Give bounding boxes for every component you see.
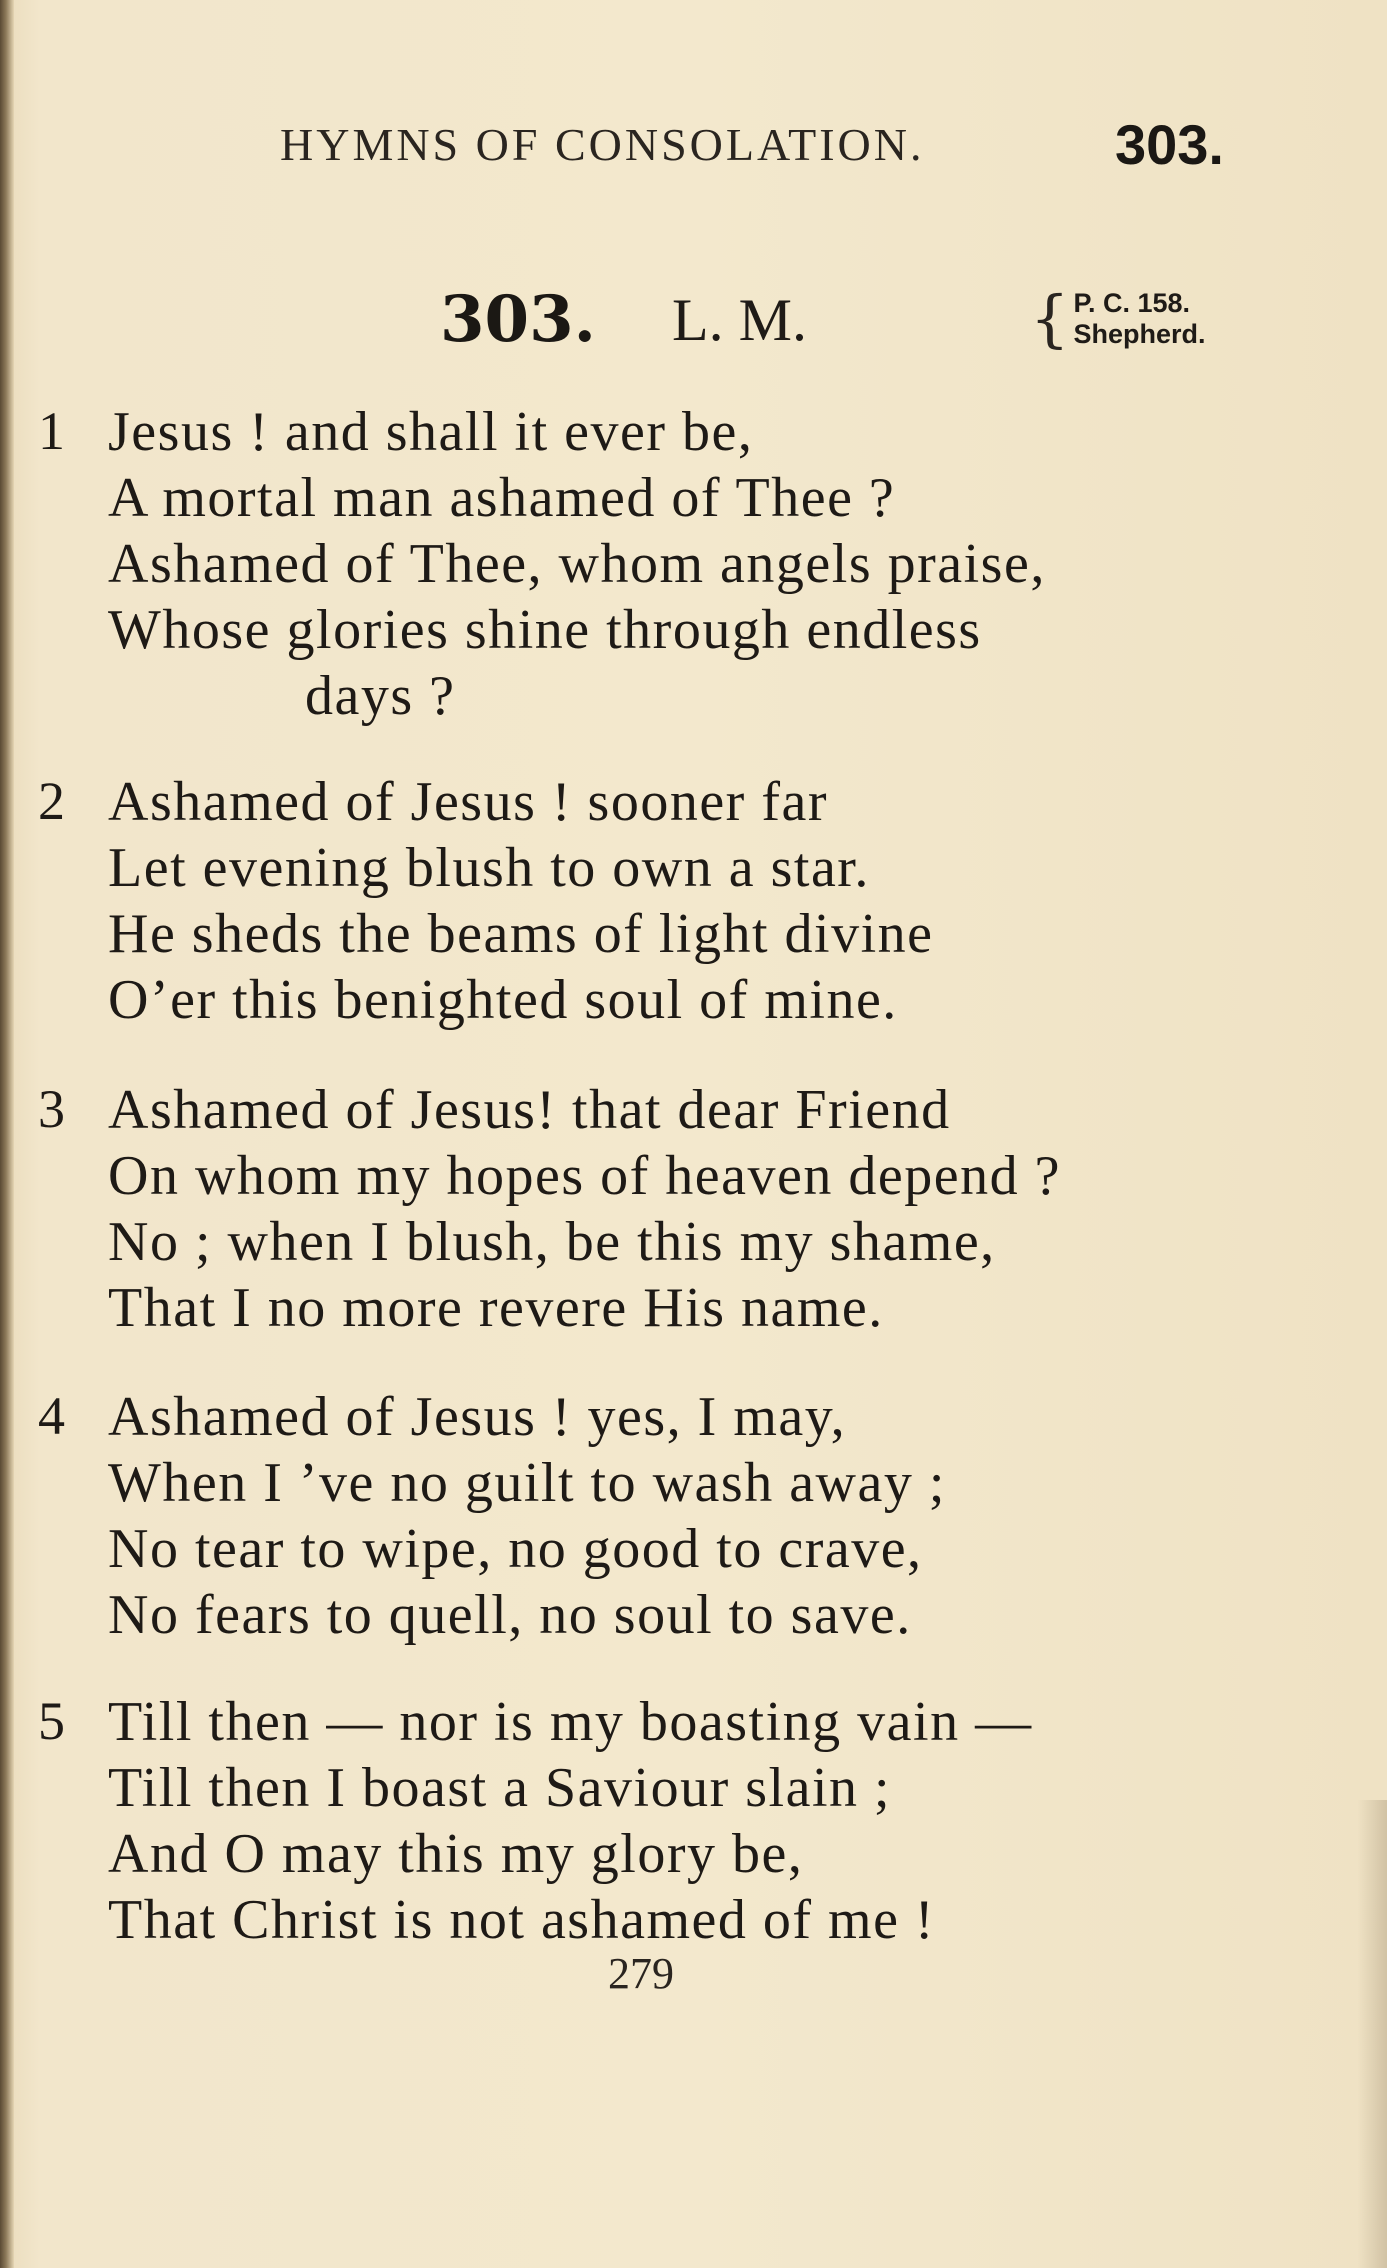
stanza-line: Let evening blush to own a star. (108, 837, 870, 899)
hymn-meter: L. M. (672, 287, 807, 353)
stanza-line: He sheds the beams of light divine (108, 903, 934, 965)
stanza-number: 1 (38, 401, 65, 461)
tune-reference (1030, 282, 1206, 355)
page-edge-shadow (1357, 1800, 1387, 2268)
stanza-line: Ashamed of Jesus ! yes, I may, (108, 1386, 847, 1448)
stanza-line: No fears to quell, no soul to save. (108, 1584, 912, 1646)
brace-glyph: { (1030, 282, 1070, 355)
stanza-line: That I no more revere His name. (108, 1277, 884, 1339)
stanza-line: Whose glories shine through endless (108, 599, 982, 661)
stanza-line: Jesus ! and shall it ever be, (108, 401, 754, 463)
page-binding-edge (0, 0, 14, 2268)
stanza-line: A mortal man ashamed of Thee ? (108, 467, 896, 529)
stanza-line: Ashamed of Jesus! that dear Friend (108, 1079, 951, 1141)
stanza-line: Till then — nor is my boasting vain — (108, 1691, 1033, 1753)
stanza-line: No tear to wipe, no good to crave, (108, 1518, 923, 1580)
stanza-line: No ; when I blush, be this my shame, (108, 1211, 996, 1273)
stanza-line: Ashamed of Thee, whom angels praise, (108, 533, 1046, 595)
stanza-number: 2 (38, 771, 65, 831)
hymn-number: 303. (440, 282, 596, 357)
stanza-line: On whom my hopes of heaven depend ? (108, 1145, 1061, 1207)
stanza-line: That Christ is not ashamed of me ! (108, 1889, 936, 1951)
stanza-line: Till then I boast a Saviour slain ; (108, 1757, 892, 1819)
stanza-line: Ashamed of Jesus ! sooner far (108, 771, 828, 833)
stanza-number: 3 (38, 1079, 65, 1139)
hymn-page-number: 303. (1115, 113, 1224, 176)
stanza-number: 5 (38, 1691, 65, 1751)
stanza-number: 4 (38, 1386, 65, 1446)
stanza-line: And O may this my glory be, (108, 1823, 804, 1885)
stanza-line: When I ’ve no guilt to wash away ; (108, 1452, 946, 1514)
running-title: HYMNS OF CONSOLATION. (280, 119, 925, 170)
tune-ref-collection: P. C. 158. (1073, 288, 1191, 318)
tune-ref-name: Shepherd. (1073, 319, 1206, 349)
stanza-line-continuation: days ? (305, 665, 456, 727)
book-page-number: 279 (608, 1949, 674, 1998)
stanza-line: O’er this benighted soul of mine. (108, 969, 898, 1031)
